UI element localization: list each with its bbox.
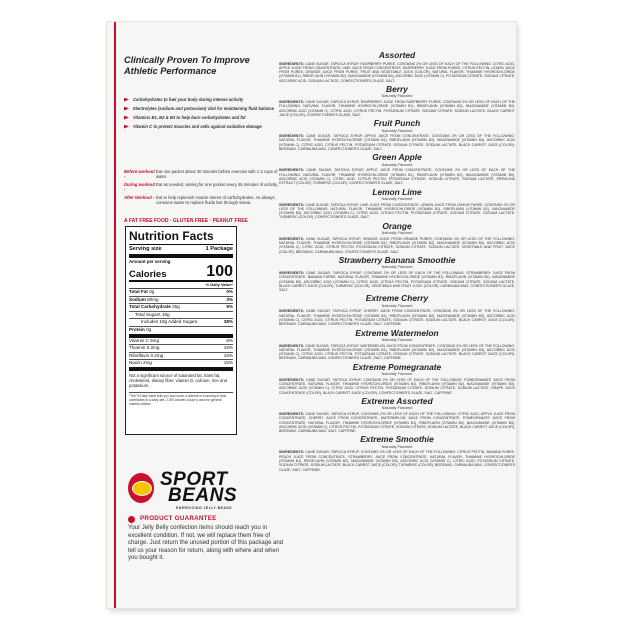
ingredients-list: CANE SUGAR, TAPIOCA SYRUP, RASPBERRY JUICE FROM RASPBERRY PUREE, CONTAINS 2% OR LESS OF EACH OF THE FOLLOWING: NATURAL FLAVOR, THIAMINE HYDROCHLORIDE (VITAMIN B1), RIBOFLAVIN (VITAMIN B2), NIACINAMIDE (VITAMIN B3), ASCORBIC ACID (VITAMIN C), CITRIC ACID, CITRUS PECTIN, POTASSIUM CITRATE, SODIUM CITRATE, SODIUM LACTATE, BLACK CARROT JUICE (COLOR), CONFECTIONER'S GLAZE, SALT. xyxy=(279,99,515,117)
nutrient-dv: 6% xyxy=(226,337,233,343)
serving-value: 1 Package xyxy=(205,246,233,252)
usage-before xyxy=(124,169,282,179)
flavor-block xyxy=(279,188,515,220)
flavor-block xyxy=(279,85,515,117)
flavor-subtitle: Naturally Flavored xyxy=(381,128,413,133)
nutrient-dv: 9% xyxy=(226,304,233,310)
usage-after xyxy=(124,195,282,205)
ingredients-text xyxy=(279,378,515,395)
ingredients-list: CANE SUGAR, TAPIOCA SYRUP, APPLE JUICE FROM CONCENTRATE, CONTAINS 2% OR LESS OF THE FOLLOWING: NATURAL FLAVOR, THIAMINE HYDROCHLORIDE (VITAMIN B1), RIBOFLAVIN (VITAMIN B2), NIACINAMIDE (VITAMIN B3), ASCORBIC ACID (VITAMIN C), CITRIC ACID, CITRUS PECTIN, POTASSIUM CITRATE, SODIUM CITRATE, SODIUM LACTATE, BLACK CARROT JUICE (COLOR), BEESWAX, CARNAUBA WAX, CONFECTIONER'S GLAZE, SALT. xyxy=(279,134,515,152)
brand-line-2: BEANS xyxy=(168,485,238,506)
flavor-name: Extreme Watermelon xyxy=(355,327,439,338)
flavor-block xyxy=(279,329,515,361)
ingredients-text xyxy=(279,100,515,117)
nutrient-dv: 3% xyxy=(226,296,233,302)
ingredients-text xyxy=(279,271,515,292)
flavor-block xyxy=(279,256,515,292)
ingredients-text xyxy=(279,134,515,151)
serving-size-row xyxy=(129,245,233,258)
nutrient-name: Includes 19g Added Sugars xyxy=(141,319,198,325)
nutrient-name: Thiamin xyxy=(129,345,146,351)
ingredients-label: INGREDIENTS: xyxy=(279,99,305,104)
ingredients-text xyxy=(279,203,515,220)
ingredients-label: INGREDIENTS: xyxy=(279,236,305,241)
nutrient-amount: 80mg xyxy=(147,296,159,302)
guarantee-title: PRODUCT GUARANTEE xyxy=(140,515,217,522)
ingredients-list: CANE SUGAR, TAPIOCA SYRUP, CONTAINS 2% OR LESS OF EACH OF THE FOLLOWING: CITRUS PECTIN, BANANA PUREE, PEACH JUICE FROM CONCENTRATE, STRAWBERRY JUICE FROM CONCENTRATE, NATURAL FLAVOR, THIAMINE HYDROCHLORIDE (VITAMIN B1), RIBOFLAVIN (VITAMIN B2), NIACINAMIDE (VITAMIN B3), ASCORBIC ACID (VITAMIN C), CITRIC ACID, POTASSIUM CITRATE, SODIUM CITRATE, SODIUM LACTATE, BLACK CARROT JUICE (COLOR), TURMERIC (COLOR), BEESWAX, CARNAUBA WAX, CONFECTIONER'S GLAZE, SALT, CAFFEINE. xyxy=(279,450,515,472)
flavor-subtitle: Naturally Flavored xyxy=(381,406,413,411)
jelly-belly-bean-icon xyxy=(128,473,154,503)
nutrient-dv: 15% xyxy=(223,352,233,358)
flavor-subtitle: Naturally Flavored xyxy=(381,231,413,236)
nutrient-name: Riboflavin xyxy=(129,352,150,358)
nutrient-row xyxy=(129,312,233,320)
nutrient-amount: 2mg xyxy=(143,360,152,366)
ingredients-list: CANE SUGAR, TAPIOCA SYRUP, WATERMELON JUICE FROM CONCENTRATE, CONTAINS 2% OR LESS OF THE FOLLOWING: NATURAL FLAVOR, THIAMINE HYDROCHLORIDE (VITAMIN B1), RIBOFLAVIN (VITAMIN B2), NIACINAMIDE (VITAMIN B3), ASCORBIC ACID (VITAMIN C), CITRIC ACID, CITRUS PECTIN, POTASSIUM CITRATE, SODIUM CITRATE, SODIUM LACTATE, BLACK CARROT JUICE (COLOR), BEESWAX, CARNAUBA WAX, CONFECTIONER'S GLAZE, SALT, CAFFEINE. xyxy=(279,343,515,361)
nutrient-row xyxy=(129,304,233,312)
daily-value-header: % Daily Value* xyxy=(129,282,233,289)
ingredients-list: CANE SUGAR, TAPIOCA SYRUP, CONTAINS 2% OR LESS OF EACH OF THE FOLLOWING: POMEGRANATE JUICE FROM CONCENTRATE, NATURAL FLAVOR, THIAMINE HYDROCHLORIDE (VITAMIN B1), RIBOFLAVIN (VITAMIN B2), NIACINAMIDE (VITAMIN B3), ASCORBIC ACID (VITAMIN C), CITRIC ACID, CITRUS PECTIN, POTASSIUM CITRATE, SODIUM CITRATE, SODIUM LACTATE, GRAPE JUICE CONCENTRATE (COLOR), BLACK CARROT JUICE (COLOR), CONFECTIONER'S GLAZE, SALT, CAFFEINE. xyxy=(279,377,515,395)
flavor-subtitle: Naturally Flavored xyxy=(381,94,413,99)
nutrient-name: Total Fat xyxy=(129,289,148,294)
nutrient-amount: 0g xyxy=(146,326,152,332)
usage-text: Eat to help replenish muscle stores of carbohydrates. As always, consume water to replace fluids lost through sweat. xyxy=(156,195,276,205)
ingredients-label: INGREDIENTS: xyxy=(279,411,305,416)
calories-label: Calories xyxy=(129,269,167,280)
benefit-item: Carbohydrates to fuel your body during intense activity xyxy=(124,97,282,102)
serving-label: Serving size xyxy=(129,246,162,252)
nutrient-name: Total Carbohydrate xyxy=(129,304,171,310)
nutrition-title: Nutrition Facts xyxy=(129,229,233,245)
usage-label: Before workout - xyxy=(124,169,155,179)
flavor-block xyxy=(279,51,515,83)
usage-during xyxy=(124,182,282,192)
flavor-block xyxy=(279,435,515,471)
flavor-block xyxy=(279,397,515,433)
benefit-item: Electrolytes (sodium and potassium) vital for maintaining fluid balance xyxy=(124,106,282,111)
nutrient-amount: 19g xyxy=(161,311,170,317)
flavor-name: Lemon Lime xyxy=(372,186,422,197)
flavor-block xyxy=(279,222,515,254)
flavor-name: Extreme Assorted xyxy=(361,395,433,406)
ingredients-text xyxy=(279,62,515,83)
usage-text: Eat as needed, aiming for one packet every 45 minutes of activity. xyxy=(156,182,278,187)
flavor-name: Orange xyxy=(382,220,412,231)
flavor-name: Strawberry Banana Smoothie xyxy=(338,254,456,265)
flavor-block xyxy=(279,153,515,185)
brand-tagline: ENERGIZING JELLY BEANS xyxy=(176,506,233,510)
ingredients-label: INGREDIENTS: xyxy=(279,168,305,173)
nutrient-row xyxy=(129,297,233,305)
nutrient-row xyxy=(129,327,233,338)
ingredients-list: CANE SUGAR, TAPIOCA SYRUP, LIME JUICE FROM CONCENTRATE, LEMON JUICE FROM LEMON PUREE, CONTAINS 2% OR LESS OF THE FOLLOWING: NATURAL FLAVOR, THIAMINE HYDROCHLORIDE (VITAMIN B1), RIBOFLAVIN (VITAMIN B2), NIACINAMIDE (VITAMIN B3), ASCORBIC ACID (VITAMIN C), CITRIC ACID, CITRUS PECTIN, POTASSIUM CITRATE, SODIUM CITRATE, SODIUM LACTATE, TURMERIC (COLOR), CONFECTIONER'S GLAZE, SALT. xyxy=(279,202,515,220)
ingredients-label: INGREDIENTS: xyxy=(279,134,305,139)
ingredients-list: CANE SUGAR, TAPIOCA SYRUP, ORANGE JUICE FROM ORANGE PUREE, CONTAINS 2% OR LESS OF THE FOLLOWING: NATURAL FLAVOR, THIAMINE HYDROCHLORIDE (VITAMIN B1), RIBOFLAVIN (VITAMIN B2), NIACINAMIDE (VITAMIN B3), ASCORBIC ACID (VITAMIN C), CITRIC ACID, CITRUS PECTIN, POTASSIUM CITRATE, SODIUM CITRATE, SODIUM LACTATE, VEGETABLE AND FRUIT JUICE (COLOR), BEESWAX, CARNAUBA WAX, CONFECTIONER'S GLAZE, SALT. xyxy=(279,236,515,254)
ingredients-list: CANE SUGAR, TAPIOCA SYRUP, CONTAINS 2% OR LESS OF EACH OF THE FOLLOWING: STRAWBERRY JUICE FROM CONCENTRATE, BANANA PUREE, NATURAL FLAVOR, THIAMINE HYDROCHLORIDE (VITAMIN B1), RIBOFLAVIN (VITAMIN B2), NIACINAMIDE (VITAMIN B3), ASCORBIC ACID (VITAMIN C), CITRIC ACID, CITRUS PECTIN, POTASSIUM CITRATE, SODIUM CITRATE, SODIUM LACTATE, BLACK CARROT JUICE (COLOR), TURMERIC (COLOR), VEGETABLE AND FRUIT JUICE (COLOR), CARNAUBA WAX, CONFECTIONER'S GLAZE, SALT. xyxy=(279,270,516,293)
flavor-subtitle: Naturally Flavored xyxy=(381,372,413,377)
nutrient-name: Total Sugars xyxy=(135,311,161,317)
flavor-subtitle: Naturally Flavored xyxy=(381,444,413,449)
usage-label: After Workout - xyxy=(124,195,155,200)
nutrient-name: Protein xyxy=(129,326,145,332)
ingredients-label: INGREDIENTS: xyxy=(279,343,305,348)
nutrient-name: Sodium xyxy=(129,296,146,302)
amount-per-serving: Amount per serving xyxy=(129,259,171,264)
nutrient-amount: 0.2mg xyxy=(146,345,160,351)
flavor-block xyxy=(279,119,515,151)
headline: Clinically Proven To Improve Athletic Performance xyxy=(124,55,250,76)
flavor-name: Extreme Cherry xyxy=(365,293,429,304)
vitamin-row xyxy=(129,345,233,353)
ingredients-list: CANE SUGAR, TAPIOCA SYRUP, CONTAINS 2% OR LESS OF EACH OF THE FOLLOWING: CITRIC ACID, APPLE JUICE FROM CONCENTRATE, CHERRY JUICE FROM CONCENTRATE, WATERMELON JUICE FROM CONCENTRATE, POMEGRANATE JUICE FROM CONCENTRATE, NATURAL FLAVOR, THIAMINE HYDROCHLORIDE (VITAMIN B1), RIBOFLAVIN (VITAMIN B2), NIACINAMIDE (VITAMIN B3), ASCORBIC ACID (VITAMIN C), CITRUS PECTIN, POTASSIUM CITRATE, SODIUM CITRATE, SODIUM LACTATE, BLACK CARROT JUICE (COLOR), BEESWAX, CARNAUBA WAX, SALT, CAFFEINE. xyxy=(279,411,515,434)
flavor-subtitle: Naturally Flavored xyxy=(381,265,413,270)
ingredients-label: INGREDIENTS: xyxy=(279,270,305,275)
ingredients-list: CANE SUGAR, TAPIOCA SYRUP, APPLE JUICE FROM CONCENTRATE, CONTAINS 2% OR LESS OF EACH OF THE FOLLOWING: NATURAL FLAVOR, THIAMINE HYDROCHLORIDE (VITAMIN B1), RIBOFLAVIN (VITAMIN B2), NIACINAMIDE (VITAMIN B3), ASCORBIC ACID (VITAMIN C), CITRIC ACID, CITRUS PECTIN, POTASSIUM CITRATE, SODIUM CITRATE, SODIUM LACTATE, SPIRULINA EXTRACT (COLOR), TURMERIC (COLOR), CONFECTIONER'S GLAZE, SALT. xyxy=(279,168,515,186)
ingredients-list: CANE SUGAR, TAPIOCA SYRUP, CHERRY JUICE FROM CONCENTRATE, CONTAINS 2% OR LESS OF THE FOLLOWING: NATURAL FLAVOR, THIAMINE HYDROCHLORIDE (VITAMIN B1), RIBOFLAVIN (VITAMIN B2), NIACINAMIDE (VITAMIN B3), ASCORBIC ACID (VITAMIN C), CITRIC ACID, CITRUS PECTIN, POTASSIUM CITRATE, SODIUM CITRATE, SODIUM LACTATE, BLACK CARROT JUICE (COLOR), BEESWAX, CARNAUBA WAX, CONFECTIONER'S GLAZE, SALT, CAFFEINE. xyxy=(279,309,515,327)
benefit-item: Vitamin C to protect muscles and cells against oxidative damage xyxy=(124,124,282,129)
brand-line-1: SPORT xyxy=(160,469,228,490)
flavor-block xyxy=(279,294,515,326)
nutrient-dv: 0% xyxy=(226,289,233,294)
flavor-subtitle: Naturally Flavored xyxy=(381,197,413,202)
package-back-panel xyxy=(107,22,516,608)
benefit-list xyxy=(124,97,282,133)
benefit-item: Vitamins B1, B2 & B3 to help burn carbohydrates and fat xyxy=(124,115,282,120)
vitamin-row xyxy=(129,353,233,361)
flavor-list xyxy=(279,22,515,608)
vitamin-row xyxy=(129,338,233,346)
ingredients-text xyxy=(279,412,515,433)
guarantee-title-row xyxy=(128,515,284,523)
nutrient-name: Niacin xyxy=(129,360,142,366)
ingredients-text xyxy=(279,168,515,185)
ingredients-label: INGREDIENTS: xyxy=(279,309,305,314)
nutrient-row xyxy=(129,319,233,327)
flavor-subtitle: Naturally Flavored xyxy=(381,303,413,308)
nutrient-amount: 25g xyxy=(172,304,180,310)
flavor-name: Berry xyxy=(386,83,408,94)
nutrient-amount: 6mg xyxy=(150,337,160,343)
vitamin-row xyxy=(129,360,233,371)
nutrient-dv: 15% xyxy=(223,345,233,351)
nutrient-amount: 0g xyxy=(149,289,155,294)
calories-row xyxy=(129,264,233,282)
sport-beans-logo xyxy=(128,470,278,508)
ingredients-label: INGREDIENTS: xyxy=(279,377,305,382)
nutrient-row xyxy=(129,289,233,297)
nutrient-name: Vitamin C xyxy=(129,337,149,343)
free-food-claim: A FAT FREE FOOD · GLUTEN FREE · PEANUT FREE xyxy=(124,218,248,224)
usage-instructions xyxy=(124,169,282,208)
usage-label: During workout - xyxy=(124,182,155,192)
flavor-block xyxy=(279,363,515,395)
left-column xyxy=(120,22,286,608)
ingredients-text xyxy=(279,344,515,361)
ingredients-label: INGREDIENTS: xyxy=(279,61,305,66)
nutrition-facts-panel xyxy=(125,226,237,435)
nutrient-amount: 0.2mg xyxy=(150,352,164,358)
ingredients-text xyxy=(279,237,515,254)
usage-text: Eat one packet about 30 minutes before exercise with 1-2 cups of water. xyxy=(156,169,278,179)
product-guarantee xyxy=(128,515,284,563)
flavor-name: Assorted xyxy=(378,50,416,60)
ingredients-text xyxy=(279,309,515,326)
ingredients-label: INGREDIENTS: xyxy=(279,450,305,455)
nutrition-note: Not a significant source of saturated fat, trans fat, cholesterol, dietary fiber, vitamin D, calcium, iron and potassium. xyxy=(129,372,227,389)
ingredients-label: INGREDIENTS: xyxy=(279,202,305,207)
flavor-name: Fruit Punch xyxy=(373,118,421,129)
bullet-dot-icon xyxy=(128,516,135,523)
flavor-subtitle: Naturally Flavored xyxy=(381,338,413,343)
flavor-subtitle: Naturally Flavored xyxy=(381,162,413,167)
nutrient-dv: 15% xyxy=(223,360,233,366)
guarantee-text: Your Jelly Belly confection items should reach you in excellent condition. If not, we will replace them free of charge. Just return the unused portion of this package and tell us your reason for return, along with where and when you bought it. xyxy=(128,525,284,561)
nutrition-footnote: *The % Daily Value tells you how much a nutrient in a serving of food contributes to a daily diet. 2,000 calories a day is used for general nutrition advice. xyxy=(129,392,233,406)
ingredients-list: CANE SUGAR, TAPIOCA SYRUP, RASPBERRY PUREE, CONTAINS 2% OR LESS OF EACH OF THE FOLLOWING: CITRIC ACID, APPLE JUICE FROM CONCENTRATE, LIME JUICE FROM CONCENTRATE, RASPBERRY JUICE FROM PUREE, CITRUS PECTIN, LEMON JUICE FROM PUREE, ORANGE JUICE FROM PUREE, FRUIT AND VEGETABLE JUICE (COLOR), NATURAL FLAVOR, THIAMINE HYDROCHLORIDE (VITAMIN B1), RIBOFLAVIN (VITAMIN B2), NIACINAMIDE (VITAMIN B3), ASCORBIC ACID (VITAMIN C), POTASSIUM CITRATE, SODIUM CITRATE, ASCORBIC ACID, SODIUM LACTATE, CONFECTIONER'S GLAZE, SALT. xyxy=(279,61,515,83)
red-accent-line xyxy=(114,22,116,608)
calories-value: 100 xyxy=(206,263,233,280)
flavor-name: Green Apple xyxy=(372,152,422,163)
flavor-name: Extreme Pomegranate xyxy=(352,361,442,372)
flavor-name: Extreme Smoothie xyxy=(360,434,434,445)
nutrient-dv: 38% xyxy=(223,319,233,325)
ingredients-text xyxy=(279,450,515,471)
